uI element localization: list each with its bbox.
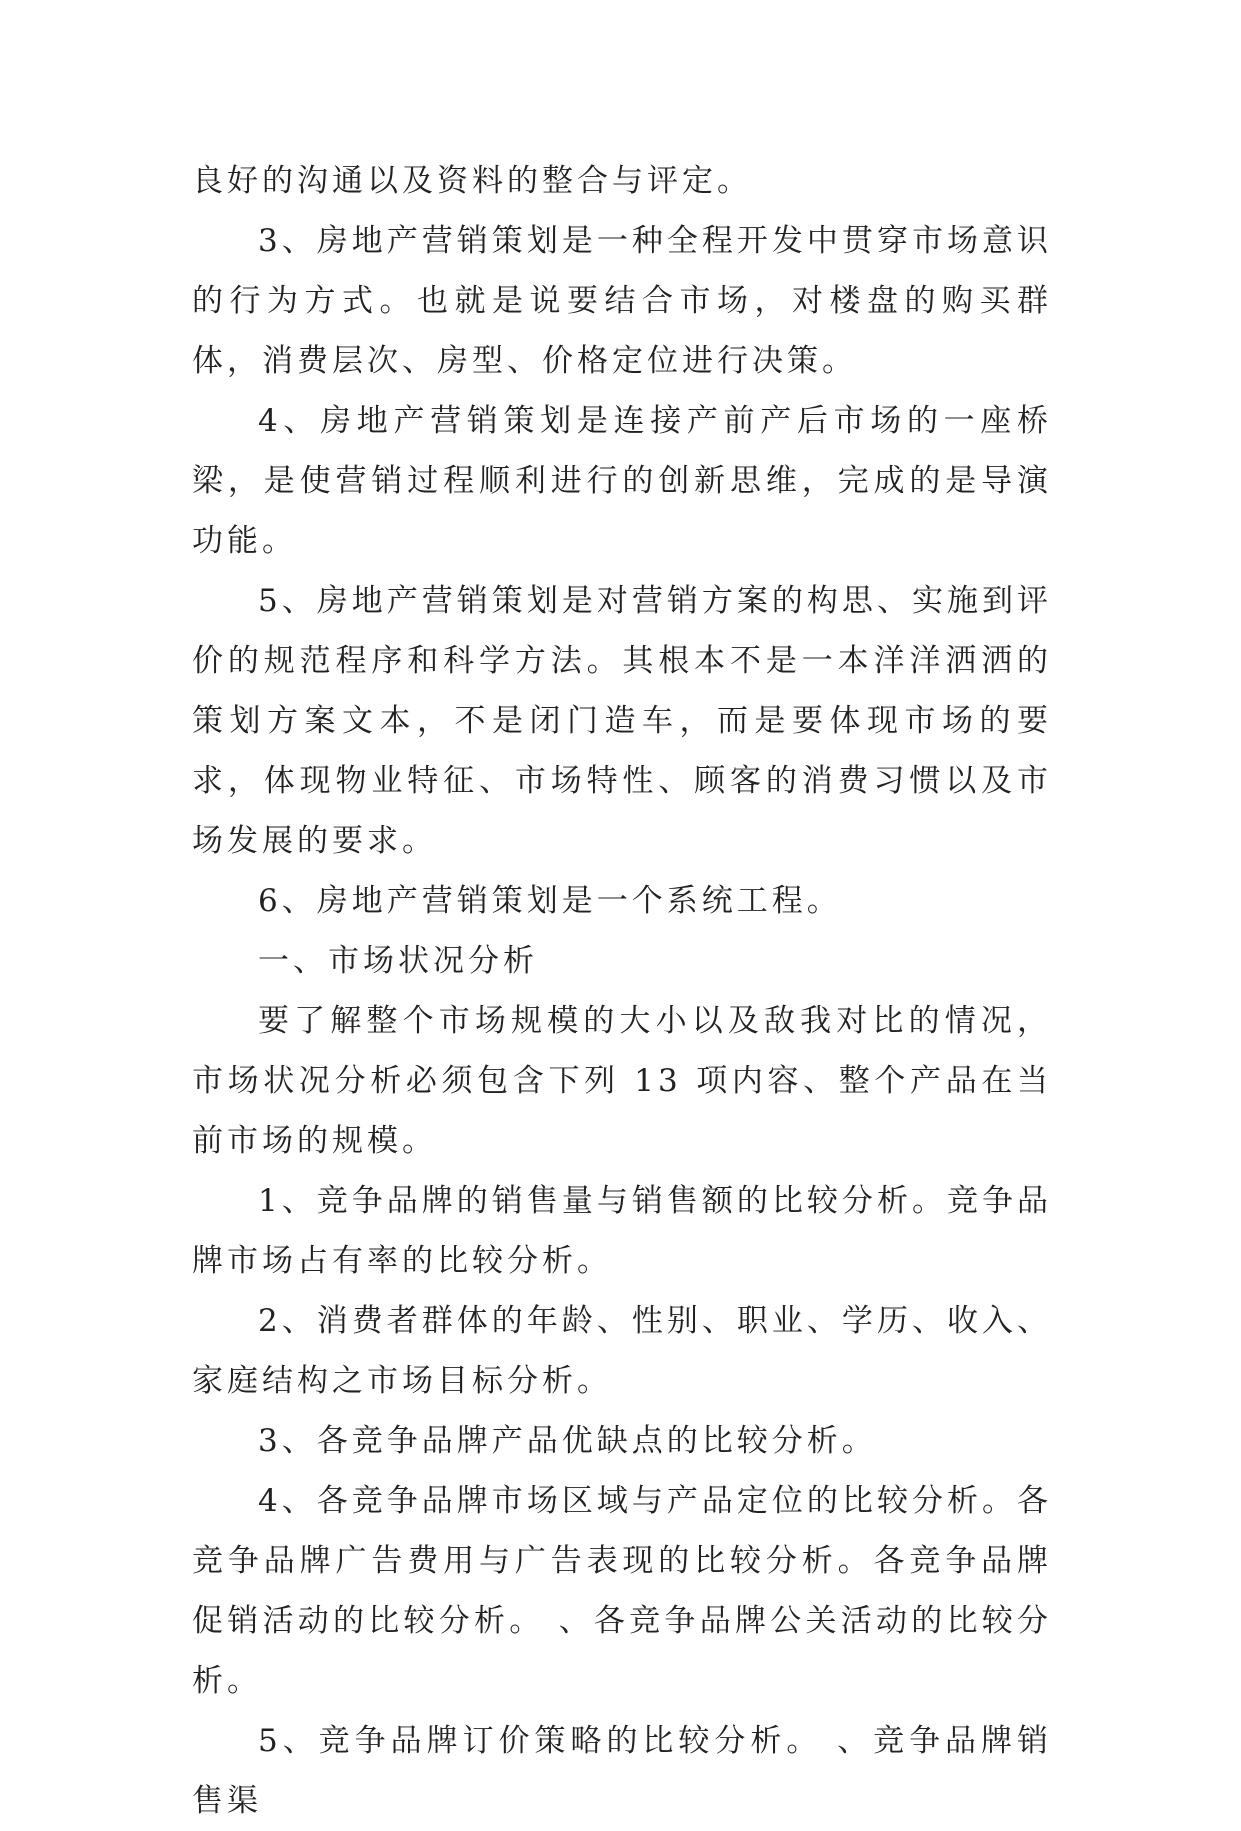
analysis-item-1: 1、竞争品牌的销售量与销售额的比较分析。竞争品牌市场占有率的比较分析。 <box>192 1183 1052 1279</box>
paragraph-continuation: 良好的沟通以及资料的整合与评定。 <box>192 163 752 199</box>
paragraph-item-4: 4、房地产营销策划是连接产前产后市场的一座桥梁，是使营销过程顺利进行的创新思维，完成的是导演功能。 <box>192 403 1052 559</box>
paragraph-item-5: 5、房地产营销策划是对营销方案的构思、实施到评价的规范程序和科学方法。其根本不是一本洋洋洒洒的策划方案文本，不是闭门造车，而是要体现市场的要求，体现物业特征、市场特性、顾客的消费习惯以及市场发展的要求。 <box>192 583 1052 859</box>
analysis-item-3: 3、各竞争品牌产品优缺点的比较分析。 <box>258 1423 877 1459</box>
paragraph-item-6: 6、房地产营销策划是一个系统工程。 <box>258 883 842 919</box>
section-heading: 一、市场状况分析 <box>258 943 538 979</box>
analysis-item-4: 4、各竞争品牌市场区域与产品定位的比较分析。各竞争品牌广告费用与广告表现的比较分析。各竞争品牌促销活动的比较分析。 、各竞争品牌公关活动的比较分析。 <box>192 1483 1052 1699</box>
analysis-item-5: 5、竞争品牌订价策略的比较分析。 、竞争品牌销售渠 <box>192 1723 1052 1819</box>
paragraph-item-3: 3、房地产营销策划是一种全程开发中贯穿市场意识的行为方式。也就是说要结合市场，对楼盘的购买群体，消费层次、房型、价格定位进行决策。 <box>192 223 1052 379</box>
document-body <box>192 151 1052 1831</box>
analysis-item-2: 2、消费者群体的年龄、性别、职业、学历、收入、家庭结构之市场目标分析。 <box>192 1303 1052 1399</box>
paragraph-intro: 要了解整个市场规模的大小以及敌我对比的情况，市场状况分析必须包含下列 13 项内容、整个产品在当前市场的规模。 <box>192 1003 1052 1159</box>
